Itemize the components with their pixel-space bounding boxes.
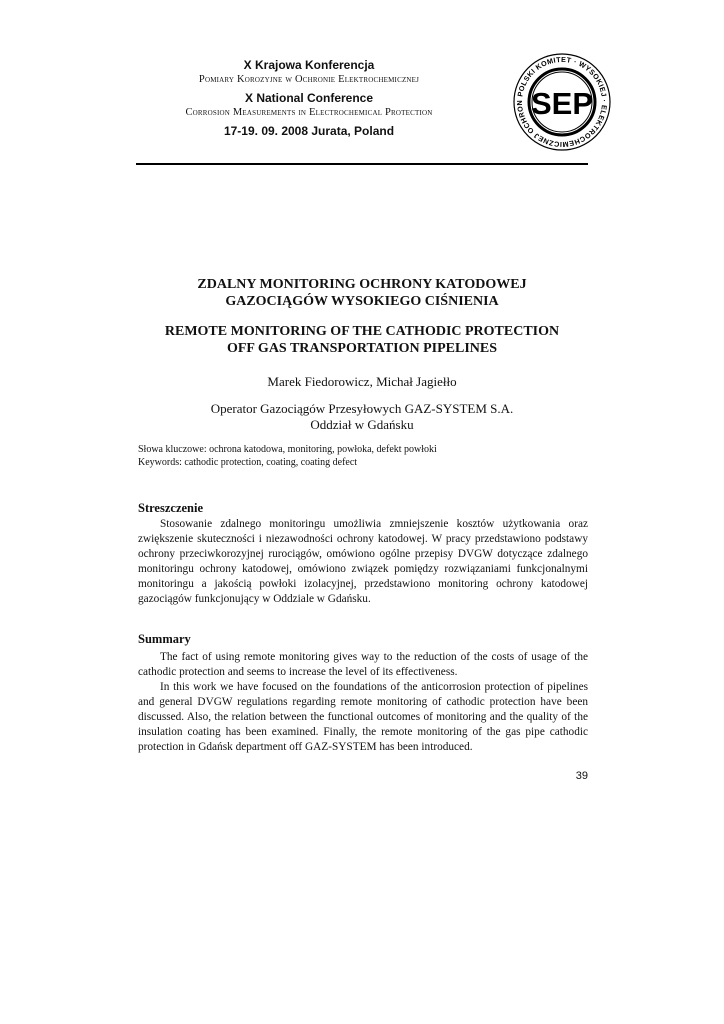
keywords bbox=[138, 444, 588, 469]
sep-seal-logo-icon bbox=[512, 52, 612, 152]
title-pl-line-2: GAZOCIĄGÓW WYSOKIEGO CIŚNIENIA bbox=[225, 294, 499, 309]
affiliation bbox=[136, 401, 588, 433]
conference-name-en: X National Conference bbox=[244, 91, 374, 105]
paper-title-pl bbox=[136, 276, 588, 310]
conference-subtitle-en: Corrosion Measurements in Electrochemical Protection bbox=[185, 107, 433, 118]
keywords-pl: Słowa kluczowe: ochrona katodowa, monitoring, powłoka, defekt powłoki bbox=[138, 444, 437, 455]
summary-body bbox=[138, 650, 588, 755]
title-pl-line-1: ZDALNY MONITORING OCHRONY KATODOWEJ bbox=[197, 277, 527, 292]
streszczenie-paragraph: Stosowanie zdalnego monitoringu umożliwia zmniejszenie kosztów użytkowania oraz zwiększenie skuteczności i niezawodności ochrony katodowej. W pracy przedstawiono podstawy ochrony przeciwkorozyjnej rurociągów, omówiono ogólne przepisy DVGW dotyczące zdalnego monitoringu ochrony katodowej, omówiono związek pomiędzy rozwiązaniami funkcjonalnymi monitoringu a jakością powłoki izolacyjnej, przedstawiono monitoring ochrony katodowej gazociągów funkcjonujący w Oddziale w Gdańsku. bbox=[138, 518, 588, 605]
conference-date-place: 17-19. 09. 2008 Jurata, Poland bbox=[223, 124, 395, 138]
conference-subtitle-pl: Pomiary Korozyjne w Ochronie Elektrochemicznej bbox=[198, 74, 420, 85]
conference-name-pl: X Krajowa Konferencja bbox=[243, 58, 375, 72]
summary-heading: Summary bbox=[138, 632, 191, 646]
summary-paragraph-2: In this work we have focused on the foundations of the anticorrosion protection of pipelines and general DVGW regulations regarding remote monitoring of cathodic protection have been discussed. Also, the relation between the functional outcomes of monitoring and the quality of the insulation coating has been examined. Finally, the remote monitoring of the gas pipe cathodic protection in Gdańsk department off GAZ-SYSTEM has been introduced. bbox=[138, 681, 588, 753]
affiliation-line-1: Operator Gazociągów Przesyłowych GAZ-SYSTEM S.A. bbox=[210, 401, 514, 416]
conference-header bbox=[138, 57, 480, 139]
paper-title-en bbox=[136, 323, 588, 357]
title-en-line-1: REMOTE MONITORING OF THE CATHODIC PROTECTION bbox=[164, 324, 560, 339]
keywords-en: Keywords: cathodic protection, coating, coating defect bbox=[138, 456, 358, 468]
affiliation-line-2: Oddział w Gdańsku bbox=[310, 417, 414, 432]
streszczenie-heading: Streszczenie bbox=[138, 501, 204, 515]
authors: Marek Fiedorowicz, Michał Jagiełło bbox=[267, 374, 457, 389]
summary-paragraph-1: The fact of using remote monitoring gives way to the reduction of the costs of usage of the cathodic protection and seems to increase the level of its effectiveness. bbox=[138, 651, 588, 678]
page-number: 39 bbox=[575, 770, 588, 782]
logo-ring-text: POLSKI KOMITET · WYSOKIEJ · ELEKTROCHEMICZNEJ OCHRON bbox=[514, 54, 610, 150]
logo-center-text: SEP bbox=[530, 86, 594, 121]
title-en-line-2: OFF GAS TRANSPORTATION PIPELINES bbox=[226, 341, 498, 356]
header-divider bbox=[136, 163, 588, 165]
streszczenie-body bbox=[138, 517, 588, 607]
